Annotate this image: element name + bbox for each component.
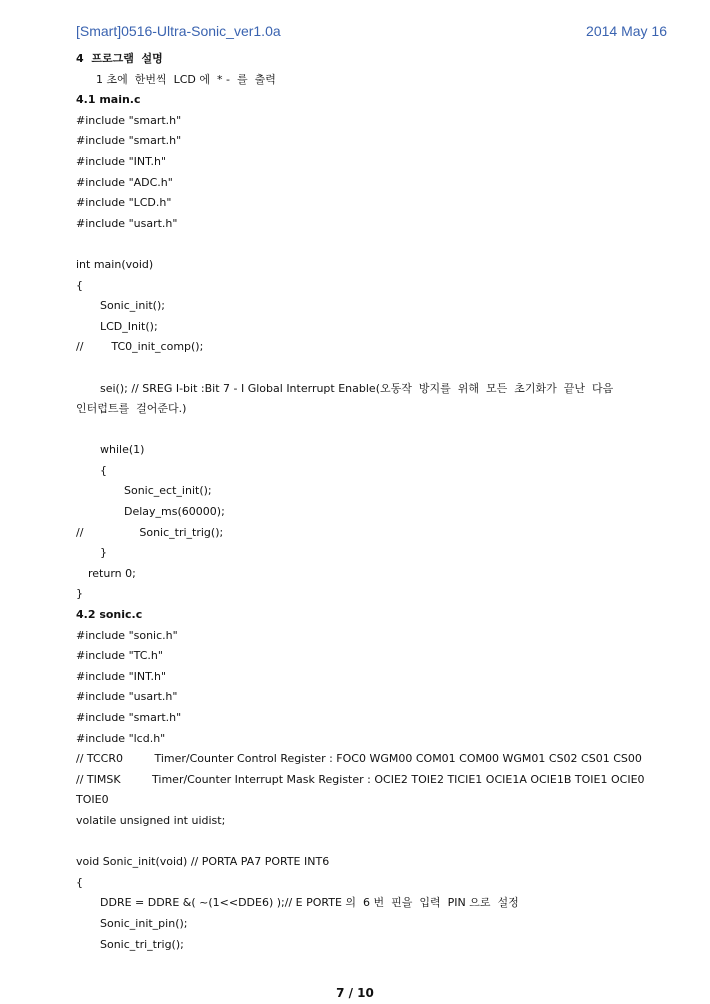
code-line: TOIE0 — [76, 793, 109, 807]
code-line: Sonic_init_pin(); — [100, 916, 188, 930]
code-line: 1 초에 한번씩 LCD 에 * - 를 출력 — [96, 72, 276, 86]
code-line: // TIMSK Timer/Counter Interrupt Mask Register : OCIE2 TOIE2 TICIE1 OCIE1A OCIE1B TOIE1 OCIE0 — [76, 772, 645, 786]
blank-line — [76, 420, 676, 441]
code-line: { — [76, 875, 83, 889]
code-line: } — [100, 546, 107, 560]
document-date: 2014 May 16 — [586, 23, 667, 39]
code-line: Delay_ms(60000); — [124, 505, 225, 519]
code-line: #include "smart.h" — [76, 113, 182, 127]
page-number: 7 / 10 — [336, 986, 374, 1000]
section-heading: 4.2 sonic.c — [76, 608, 143, 622]
code-line: // TCCR0 Timer/Counter Control Register : FOC0 WGM00 COM01 COM00 WGM01 CS02 CS01 CS00 — [76, 752, 642, 766]
code-line: // Sonic_tri_trig(); — [76, 525, 224, 539]
code-line: { — [100, 463, 107, 477]
code-line: #include "INT.h" — [76, 154, 167, 168]
document-title: [Smart]0516-Ultra-Sonic_ver1.0a — [76, 23, 281, 39]
code-line: #include "smart.h" — [76, 711, 182, 724]
code-line: #include "usart.h" — [76, 690, 178, 704]
code-line: void Sonic_init(void) // PORTA PA7 PORTE INT6 — [76, 855, 330, 869]
code-line: sei(); // SREG I-bit :Bit 7 - I Global Interrupt Enable(오동작 방지를 위해 모든 초기화가 끝난 다음 — [100, 381, 614, 395]
code-line: #include "usart.h" — [76, 216, 178, 230]
code-line: int main(void) — [76, 257, 154, 271]
blank-line — [76, 358, 676, 379]
code-line: #include "TC.h" — [76, 649, 163, 663]
code-line: #include "sonic.h" — [76, 628, 178, 642]
code-line: LCD_Init(); — [100, 319, 158, 333]
code-line: while(1) — [100, 443, 145, 457]
code-line: { — [76, 278, 83, 292]
section-heading: 4.1 main.c — [76, 93, 141, 107]
code-line: } — [76, 587, 83, 601]
blank-line — [76, 832, 676, 853]
blank-line — [76, 234, 676, 255]
document-body — [76, 49, 676, 955]
code-line: Sonic_ect_init(); — [124, 484, 212, 498]
code-line: #include "INT.h" — [76, 669, 167, 683]
code-line: 인터럽트를 걸어준다.) — [76, 402, 187, 416]
code-line: volatile unsigned int uidist; — [76, 813, 226, 827]
code-line: Sonic_tri_trig(); — [100, 937, 184, 951]
code-line: #include "smart.h" — [76, 134, 182, 148]
code-line: return 0; — [88, 566, 136, 580]
code-line: #include "LCD.h" — [76, 196, 172, 210]
code-line: #include "lcd.h" — [76, 731, 166, 745]
code-line: DDRE = DDRE &( ~(1<<DDE6) );// E PORTE 의 6 번 핀을 입력 PIN 으로 설정 — [100, 896, 519, 910]
section-heading: 4 프로그램 설명 — [76, 52, 163, 65]
code-line: #include "ADC.h" — [76, 175, 173, 189]
code-line: // TC0_init_comp(); — [76, 340, 204, 354]
code-line: Sonic_init(); — [100, 299, 165, 313]
